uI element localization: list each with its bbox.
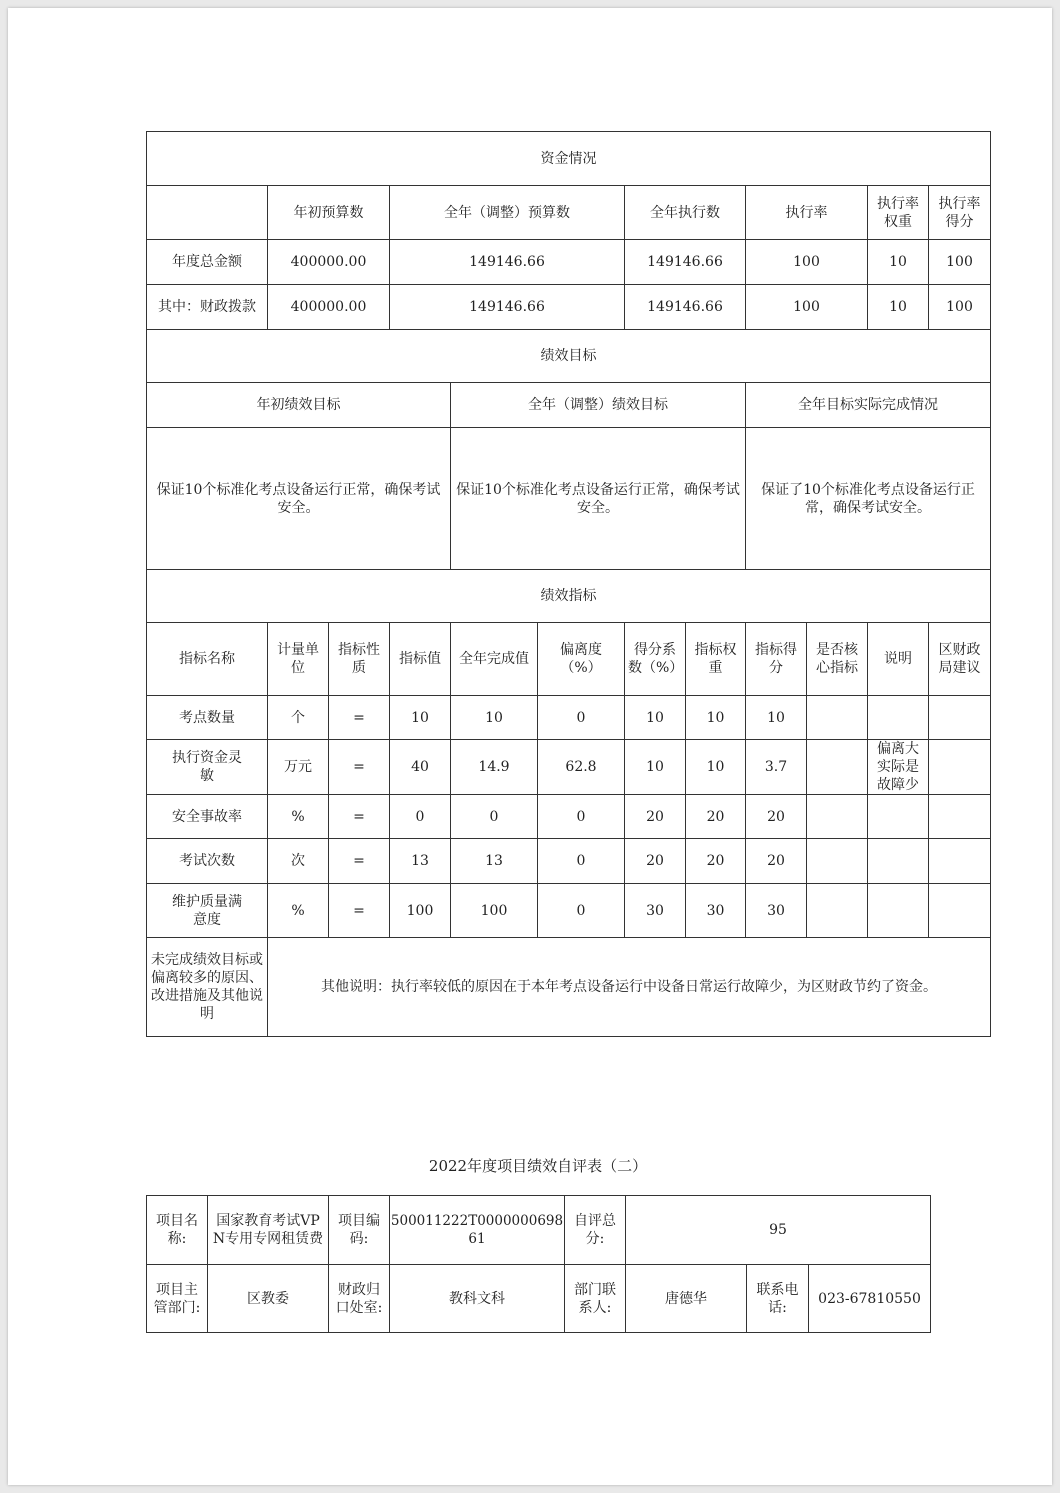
office-label: 财政归口处室: <box>329 1265 390 1333</box>
indicator-cell: = <box>329 839 390 884</box>
project-name-label: 项目名称: <box>147 1196 208 1265</box>
indicator-cell: 20 <box>686 795 746 839</box>
funds-cell: 100 <box>746 240 868 285</box>
phone-label: 联系电话: <box>747 1265 809 1333</box>
project-code-label: 项目编码: <box>329 1196 390 1265</box>
form2-title: 2022年度项目绩效自评表（二） <box>428 1157 648 1175</box>
contact-label: 部门联系人: <box>565 1265 626 1333</box>
indicator-cell: 次 <box>268 839 329 884</box>
notes-text: 其他说明：执行率较低的原因在于本年考点设备运行中设备日常运行故障少，为区财政节约了资金。 <box>268 938 991 1037</box>
indicator-cell <box>929 839 991 884</box>
indicator-cell: 0 <box>390 795 451 839</box>
goal-initial-text: 保证10个标准化考点设备运行正常，确保考试安全。 <box>147 428 451 570</box>
indicator-cell: 14.9 <box>451 740 538 795</box>
indicator-row <box>147 839 991 884</box>
indicator-row <box>147 795 991 839</box>
indicator-header: 指标得分 <box>746 623 807 696</box>
indicator-cell <box>807 696 868 740</box>
project-code-value: 500011222T000000069861 <box>390 1196 565 1265</box>
indicator-cell: 20 <box>746 839 807 884</box>
indicator-cell: 20 <box>746 795 807 839</box>
indicator-cell: 0 <box>538 696 625 740</box>
indicator-cell: 10 <box>625 740 686 795</box>
indicator-cell: 10 <box>686 696 746 740</box>
indicator-cell <box>807 740 868 795</box>
funds-row-label: 年度总金额 <box>147 240 268 285</box>
goals-header-initial: 年初绩效目标 <box>147 383 451 428</box>
funds-cell: 149146.66 <box>390 240 625 285</box>
dept-label: 项目主管部门: <box>147 1265 208 1333</box>
indicator-header: 是否核心指标 <box>807 623 868 696</box>
contact-value: 唐德华 <box>626 1265 747 1333</box>
funds-cell: 149146.66 <box>625 240 746 285</box>
indicator-name: 维护质量满意度 <box>147 884 268 938</box>
goal-adjusted-text: 保证10个标准化考点设备运行正常，确保考试安全。 <box>451 428 746 570</box>
indicator-header: 指标权重 <box>686 623 746 696</box>
indicator-header: 指标值 <box>390 623 451 696</box>
indicator-cell: 20 <box>686 839 746 884</box>
indicator-cell: = <box>329 696 390 740</box>
indicator-cell <box>868 839 929 884</box>
indicator-name: 考试次数 <box>147 839 268 884</box>
indicator-cell <box>929 740 991 795</box>
funds-cell: 100 <box>929 240 991 285</box>
document-page <box>8 8 1052 1485</box>
indicator-cell: % <box>268 795 329 839</box>
funds-cell: 10 <box>868 240 929 285</box>
indicator-cell: = <box>329 795 390 839</box>
goals-value-row <box>147 428 991 570</box>
funds-header-blank <box>147 186 268 240</box>
indicator-cell <box>929 696 991 740</box>
goals-header-row <box>147 383 991 428</box>
indicator-cell: % <box>268 884 329 938</box>
funds-header-adjusted-budget: 全年（调整）预算数 <box>390 186 625 240</box>
indicator-cell: = <box>329 884 390 938</box>
goals-section-title: 绩效目标 <box>147 330 991 383</box>
funds-header-initial-budget: 年初预算数 <box>268 186 390 240</box>
indicator-cell: 0 <box>451 795 538 839</box>
funds-cell: 100 <box>746 285 868 330</box>
funds-header-exec-rate: 执行率 <box>746 186 868 240</box>
funds-row-fiscal <box>147 285 991 330</box>
funds-header-row <box>147 186 991 240</box>
project-info-table <box>146 1195 931 1333</box>
project-info-row-2 <box>147 1265 931 1333</box>
notes-label: 未完成绩效目标或偏离较多的原因、改进措施及其他说明 <box>147 938 268 1037</box>
indicator-cell: 100 <box>390 884 451 938</box>
indicator-cell <box>868 696 929 740</box>
indicator-cell: 30 <box>746 884 807 938</box>
indicator-cell <box>929 884 991 938</box>
funds-cell: 149146.66 <box>625 285 746 330</box>
indicator-name: 执行资金灵敏 <box>147 740 268 795</box>
indicator-cell: 40 <box>390 740 451 795</box>
indicator-cell: 3.7 <box>746 740 807 795</box>
indicators-section-title: 绩效指标 <box>147 570 991 623</box>
indicator-cell: 13 <box>451 839 538 884</box>
indicator-cell: 13 <box>390 839 451 884</box>
indicator-header: 区财政局建议 <box>929 623 991 696</box>
goals-header-actual: 全年目标实际完成情况 <box>746 383 991 428</box>
indicator-header: 得分系数（%） <box>625 623 686 696</box>
indicator-header: 计量单位 <box>268 623 329 696</box>
indicator-row <box>147 884 991 938</box>
funds-row-total <box>147 240 991 285</box>
funds-header-rate-score: 执行率得分 <box>929 186 991 240</box>
indicator-cell <box>868 795 929 839</box>
indicator-name: 考点数量 <box>147 696 268 740</box>
indicator-note: 偏离大实际是故障少 <box>868 740 929 795</box>
indicator-cell: 10 <box>746 696 807 740</box>
dept-value: 区教委 <box>208 1265 329 1333</box>
self-score-value: 95 <box>626 1196 931 1265</box>
phone-value: 023-67810550 <box>809 1265 931 1333</box>
indicator-name: 安全事故率 <box>147 795 268 839</box>
indicator-cell <box>807 884 868 938</box>
indicator-cell <box>929 795 991 839</box>
funds-cell: 400000.00 <box>268 240 390 285</box>
goal-actual-text: 保证了10个标准化考点设备运行正常，确保考试安全。 <box>746 428 991 570</box>
office-value: 教科文科 <box>390 1265 565 1333</box>
notes-row <box>147 938 991 1037</box>
indicator-cell: 10 <box>686 740 746 795</box>
indicator-cell <box>868 884 929 938</box>
project-info-row-1 <box>147 1196 931 1265</box>
indicator-cell: 30 <box>686 884 746 938</box>
indicator-row <box>147 740 991 795</box>
indicator-cell: 万元 <box>268 740 329 795</box>
indicators-header-row <box>147 623 991 696</box>
funds-row-label: 其中：财政拨款 <box>147 285 268 330</box>
indicator-header: 指标性质 <box>329 623 390 696</box>
funds-header-rate-weight: 执行率权重 <box>868 186 929 240</box>
indicator-cell: 20 <box>625 839 686 884</box>
performance-table <box>146 131 991 1037</box>
indicator-cell: 10 <box>451 696 538 740</box>
indicator-cell: 100 <box>451 884 538 938</box>
indicator-cell: 0 <box>538 884 625 938</box>
indicator-cell: 0 <box>538 839 625 884</box>
indicator-cell <box>807 795 868 839</box>
indicator-cell: = <box>329 740 390 795</box>
indicator-header: 指标名称 <box>147 623 268 696</box>
indicator-cell: 62.8 <box>538 740 625 795</box>
indicator-row <box>147 696 991 740</box>
indicator-cell: 10 <box>625 696 686 740</box>
project-name-value: 国家教育考试VPN专用专网租赁费 <box>208 1196 329 1265</box>
indicator-header: 全年完成值 <box>451 623 538 696</box>
indicator-cell: 10 <box>390 696 451 740</box>
self-score-label: 自评总分: <box>565 1196 626 1265</box>
indicator-cell <box>807 839 868 884</box>
indicator-cell: 0 <box>538 795 625 839</box>
funds-cell: 100 <box>929 285 991 330</box>
funds-cell: 10 <box>868 285 929 330</box>
indicator-cell: 20 <box>625 795 686 839</box>
funds-cell: 149146.66 <box>390 285 625 330</box>
indicator-cell: 30 <box>625 884 686 938</box>
indicator-cell: 个 <box>268 696 329 740</box>
funds-section-title: 资金情况 <box>147 132 991 186</box>
indicator-header: 说明 <box>868 623 929 696</box>
funds-header-executed: 全年执行数 <box>625 186 746 240</box>
indicator-header: 偏离度（%） <box>538 623 625 696</box>
funds-cell: 400000.00 <box>268 285 390 330</box>
goals-header-adjusted: 全年（调整）绩效目标 <box>451 383 746 428</box>
